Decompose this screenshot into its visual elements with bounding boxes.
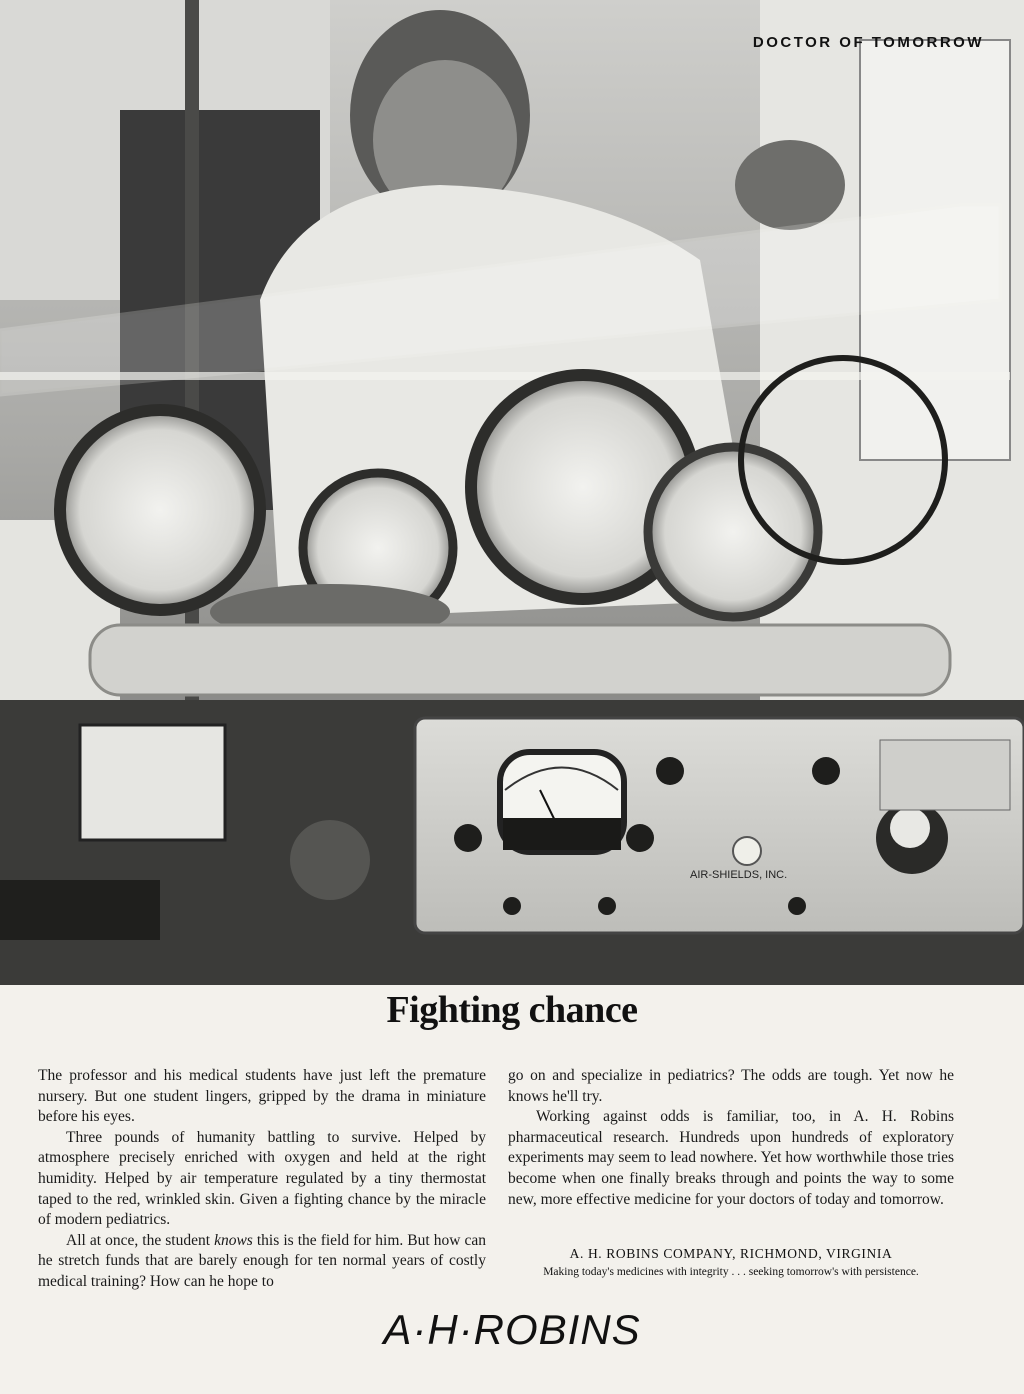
headline: Fighting chance: [386, 989, 638, 1031]
emphasis-text: knows: [214, 1231, 253, 1249]
body-paragraph: go on and specialize in pediatrics? The odds are tough. Yet now he knows he'll try.: [508, 1067, 954, 1105]
body-paragraph: Working against odds is familiar, too, in A. H. Robins pharmaceutical research. Hundreds upon hundreds of exploratory experiments may seem to lead nowhere. Yet how worthwhile those tries become when one finally breaks through and points the way to some new, more effective medicine for your doctors of today and tomorrow.: [508, 1108, 954, 1208]
kicker: DOCTOR OF TOMORROW: [752, 34, 984, 51]
robins-logo: A·H·ROBINS: [383, 1306, 641, 1353]
body-text: All at once, the student: [66, 1231, 215, 1249]
body-text: this is the field for him. But how can he stretch funds that are barely enough for ten normal years of costly medical training? How can he hope to: [38, 1231, 486, 1290]
body-paragraph: Three pounds of humanity battling to survive. Helped by atmosphere precisely enriched with oxygen and held at the right humidity. Helped by air temperature regulated by a tiny thermostat taped to the red, wrinkled skin. Given a fighting chance by the miracle of modern pediatrics.: [38, 1128, 486, 1229]
arm-port-1: [60, 410, 260, 610]
body-column-left: [38, 1066, 486, 1293]
body-paragraph: [38, 1231, 486, 1293]
company-line: A. H. ROBINS COMPANY, RICHMOND, VIRGINIA: [569, 1246, 893, 1261]
tagline: Making today's medicines with integrity . . . seeking tomorrow's with persistence.: [543, 1266, 919, 1278]
device-label: AIR-SHIELDS, INC.: [690, 869, 788, 881]
body-paragraph: The professor and his medical students have just left the premature nursery. But one student lingers, gripped by the drama in miniature before his eyes.: [38, 1067, 486, 1126]
body-column-right: [508, 1066, 954, 1210]
